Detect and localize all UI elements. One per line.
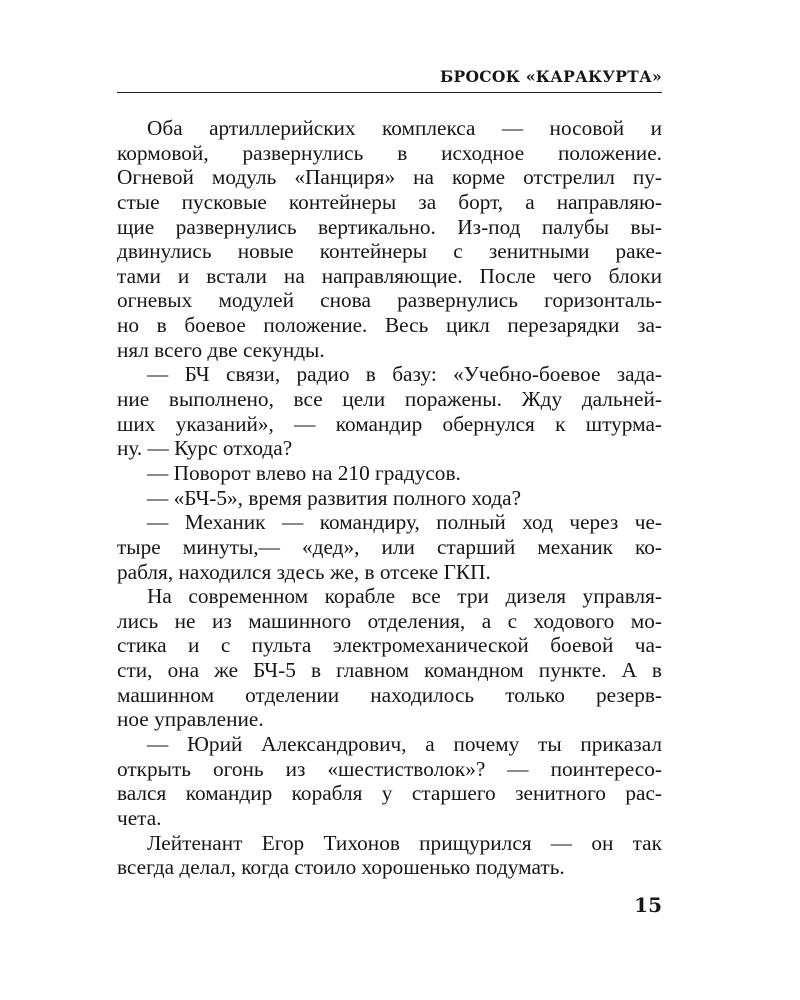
text-line: нял всего две секунды. [117, 337, 325, 362]
text-line: тами и встали на направляющие. После чего блоки [117, 263, 662, 288]
running-head-title: БРОСОК «КАРАКУРТА» [439, 67, 662, 86]
text-line: ших указаний», — командир обернулся к штурма- [117, 411, 662, 436]
text-line: но в боевое положение. Весь цикл перезарядки за- [117, 313, 662, 338]
text-line: огневых модулей снова развернулись горизонталь- [117, 288, 662, 313]
text-line: ну. — Курс отхода? [117, 436, 293, 461]
text-line: кормовой, развернулись в исходное положение. [117, 140, 662, 165]
text-line: лись не из машинного отделения, а с ходового мо- [117, 608, 662, 633]
text-line: вался командир корабля у старшего зенитного рас- [117, 781, 662, 806]
text-line: чета. [117, 805, 162, 830]
text-line: ние выполнено, все цели поражены. Жду дальней- [117, 387, 662, 412]
text-line: — Поворот влево на 210 градусов. [147, 460, 461, 485]
text-line: рабля, находился здесь же, в отсеке ГКП. [117, 559, 491, 584]
text-line: На современном корабле все три дизеля управля- [147, 584, 662, 609]
text-line: Лейтенант Егор Тихонов прищурился — он так [147, 830, 662, 855]
text-line: всегда делал, когда стоило хорошенько подумать. [117, 855, 565, 880]
body-text [117, 116, 662, 880]
text-line: — Юрий Александрович, а почему ты приказал [147, 732, 662, 757]
text-line: — «БЧ-5», время развития полного хода? [147, 485, 522, 510]
page-number: 15 [634, 893, 662, 917]
text-line: ное управление. [117, 707, 264, 732]
text-line: стые пусковые контейнеры за борт, а направляю- [117, 189, 662, 214]
text-line: стика и с пульта электромеханической боевой ча- [117, 633, 662, 658]
text-line: открыть огонь из «шестистволок»? — поинтересо- [117, 756, 662, 781]
text-line: машинном отделении находилось только резерв- [117, 682, 662, 707]
text-line: тыре минуты,— «дед», или старший механик ко- [117, 534, 662, 559]
text-line: Оба артиллерийских комплекса — носовой и [147, 116, 662, 140]
running-header [117, 60, 662, 93]
text-line: — БЧ связи, радио в базу: «Учебно-боевое зада- [147, 362, 662, 387]
text-line: сти, она же БЧ-5 в главном командном пункте. А в [117, 658, 662, 683]
text-line: двинулись новые контейнеры с зенитными раке- [117, 239, 662, 264]
text-line: — Механик — командиру, полный ход через че- [147, 510, 662, 535]
text-line: щие развернулись вертикально. Из-под палубы вы- [117, 214, 662, 239]
text-line: Огневой модуль «Панциря» на корме отстрелил пу- [117, 165, 662, 190]
